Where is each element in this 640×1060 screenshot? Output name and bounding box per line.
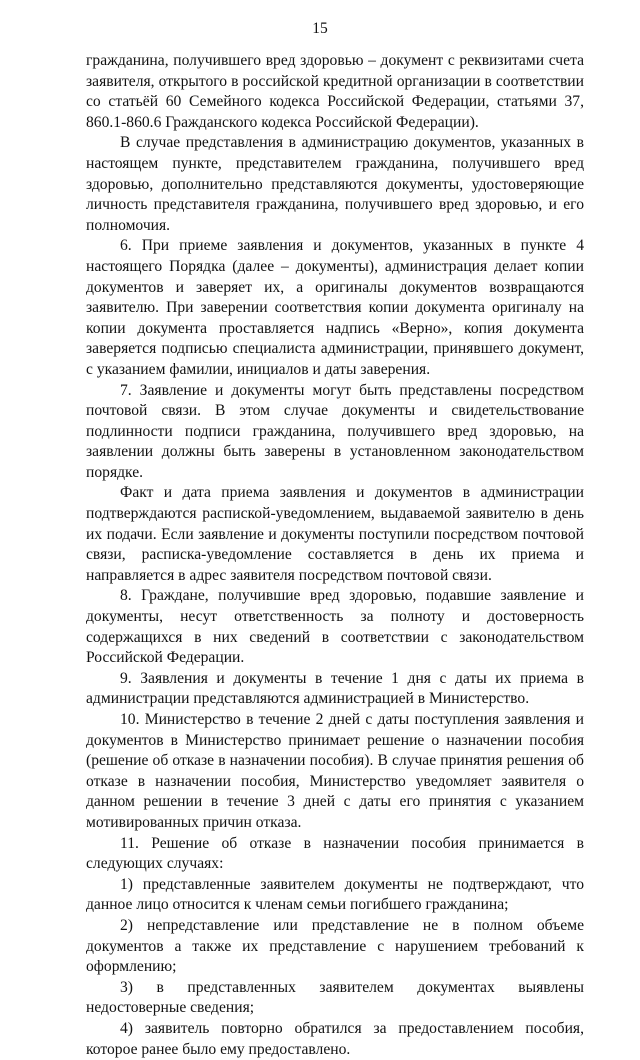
- paragraph-item-9: 9. Заявления и документы в течение 1 дня с даты их приема в администрации представляются администрацией в Министерство.: [86, 669, 584, 708]
- document-body: [86, 51, 584, 1060]
- list-item-refusal-reason-3: 3) в представленных заявителем документах выявлены недостоверные сведения;: [86, 978, 584, 1017]
- paragraph-item-10: 10. Министерство в течение 2 дней с даты поступления заявления и документов в Министерство принимает решение о назначении пособия (решение об отказе в назначении пособия). В случае принятия решения об отказе в назначении пособия, Министерство уведомляет заявителя о данном решении в течение 3 дней с даты его принятия с указанием мотивированных причин отказа.: [86, 711, 584, 831]
- list-item-refusal-reason-4: 4) заявитель повторно обратился за предоставлением пособия, которое ранее было ему предоставлено.: [86, 1019, 584, 1058]
- list-item-refusal-reason-2: 2) непредставление или представление не в полном объеме документов а также их представление с нарушением требований к оформлению;: [86, 916, 584, 976]
- paragraph-item-8: 8. Граждане, получившие вред здоровью, подавшие заявление и документы, несут ответственность за полноту и достоверность содержащихся в них сведений в соответствии с законодательством Российской Федерации.: [86, 587, 584, 667]
- page-number: 15: [312, 20, 328, 37]
- paragraph-item-7: 7. Заявление и документы могут быть представлены посредством почтовой связи. В этом случае документы и свидетельствование подлинности подписи гражданина, получившего вред здоровью, на заявлении должны быть заверены в установленном законодательством порядке.: [86, 381, 584, 481]
- paragraph-receipt-notification: Факт и дата приема заявления и документов в администрации подтверждаются распиской-уведомлением, выдаваемой заявителю в день их подачи. Если заявление и документы поступили посредством почтовой связи, расписка-уведомление составляется в день их приема и направляется в адрес заявителя посредством почтовой связи.: [86, 484, 584, 584]
- list-item-refusal-reason-1: 1) представленные заявителем документы не подтверждают, что данное лицо относится к членам семьи погибшего гражданина;: [86, 875, 584, 914]
- paragraph-continuation-bank-details: гражданина, получившего вред здоровью – документ с реквизитами счета заявителя, открытого в российской кредитной организации в соответствии со статьёй 60 Семейного кодекса Российской Федерации, статьями 37, 860.1-860.6 Гражданского кодекса Российской Федерации).: [86, 52, 584, 131]
- paragraph-item-6: 6. При приеме заявления и документов, указанных в пункте 4 настоящего Порядка (далее – документы), администрация делает копии документов и заверяет их, а оригиналы документов возвращаются заявителю. При заверении соответствия копии документа оригиналу на копии документа проставляется надпись «Верно», копия документа заверяется подписью специалиста администрации, принявшего документ, с указанием фамилии, инициалов и даты заверения.: [86, 237, 584, 378]
- paragraph-representative-documents: В случае представления в администрацию документов, указанных в настоящем пункте, представителем гражданина, получившего вред здоровью, дополнительно представляются документы, удостоверяющие личность представителя гражданина, получившего вред здоровью, и его полномочия.: [86, 134, 584, 234]
- paragraph-item-11: 11. Решение об отказе в назначении пособия принимается в следующих случаях:: [86, 834, 584, 873]
